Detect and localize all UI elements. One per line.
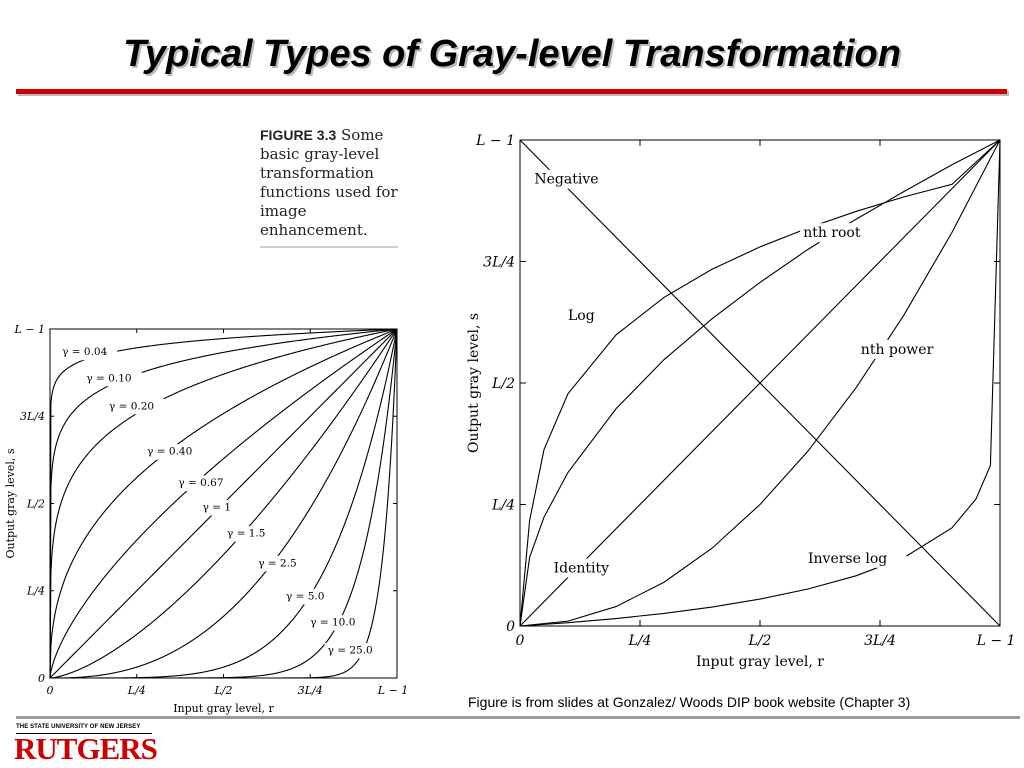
figure-caption — [260, 126, 400, 240]
series-label: γ = 1.5 — [226, 527, 266, 540]
y-tick-label: 3L/4 — [19, 410, 45, 424]
x-tick-label: 0 — [46, 684, 54, 697]
series-label: γ = 0.67 — [178, 477, 224, 490]
footer-rule — [16, 716, 1020, 719]
title-rule — [16, 89, 1007, 94]
series-label: nth root — [803, 225, 861, 242]
x-axis-label: Input gray level, r — [696, 654, 824, 670]
x-tick-label: L − 1 — [976, 633, 1016, 649]
y-axis-label: Output gray level, s — [466, 312, 482, 454]
x-tick-label: L/2 — [214, 684, 233, 697]
series-label: nth power — [860, 341, 934, 358]
x-tick-label: 3L/4 — [864, 633, 896, 649]
x-tick-label: 3L/4 — [297, 684, 323, 697]
y-tick-label: L/4 — [26, 584, 45, 598]
y-tick-label: 0 — [506, 618, 515, 635]
basic-transformations-chart — [456, 120, 1024, 680]
series-label: Log — [568, 307, 595, 324]
series-label: γ = 0.04 — [62, 346, 108, 359]
x-axis-label: Input gray level, r — [173, 702, 274, 715]
y-tick-label: L − 1 — [476, 132, 515, 149]
series-label: γ = 2.5 — [258, 557, 297, 570]
y-tick-label: L/2 — [26, 497, 45, 511]
series-label: Identity — [553, 560, 610, 577]
y-tick-label: L/4 — [492, 497, 515, 514]
gamma-curves-chart — [0, 313, 430, 718]
logo-wordmark: RUTGERS — [14, 731, 157, 766]
x-tick-label: 0 — [515, 633, 525, 649]
rutgers-logo — [14, 722, 164, 766]
series-label: Inverse log — [808, 550, 888, 567]
figure-caption-label: FIGURE 3.3 — [260, 127, 337, 143]
series-label: γ = 0.40 — [147, 445, 193, 458]
x-tick-label: L/2 — [748, 633, 772, 649]
y-tick-label: L − 1 — [14, 322, 45, 336]
x-tick-label: L/4 — [628, 633, 652, 649]
series-label: γ = 5.0 — [285, 590, 325, 603]
y-tick-label: L/2 — [492, 375, 515, 392]
series-label: γ = 10.0 — [310, 616, 356, 629]
series-label: γ = 0.20 — [108, 400, 155, 413]
figure-credit: Figure is from slides at Gonzalez/ Woods DIP book website (Chapter 3) — [468, 694, 911, 710]
caption-rule — [260, 246, 398, 248]
series-label: Negative — [534, 171, 599, 188]
x-tick-label: L − 1 — [377, 684, 409, 697]
y-axis-label: Output gray level, s — [4, 448, 17, 559]
series-label: γ = 1 — [202, 501, 232, 514]
slide-title: Typical Types of Gray-level Transformation — [123, 33, 901, 75]
logo-university-text: THE STATE UNIVERSITY OF NEW JERSEY — [16, 724, 141, 730]
y-tick-label: 3L/4 — [483, 254, 515, 271]
y-tick-label: 0 — [38, 671, 45, 685]
x-tick-label: L/4 — [127, 684, 146, 697]
series-label: γ = 25.0 — [327, 644, 373, 657]
series-label: γ = 0.10 — [86, 372, 132, 385]
figure-caption-text: Some basic gray-level transformation functions used for image enhancement. — [260, 126, 398, 239]
